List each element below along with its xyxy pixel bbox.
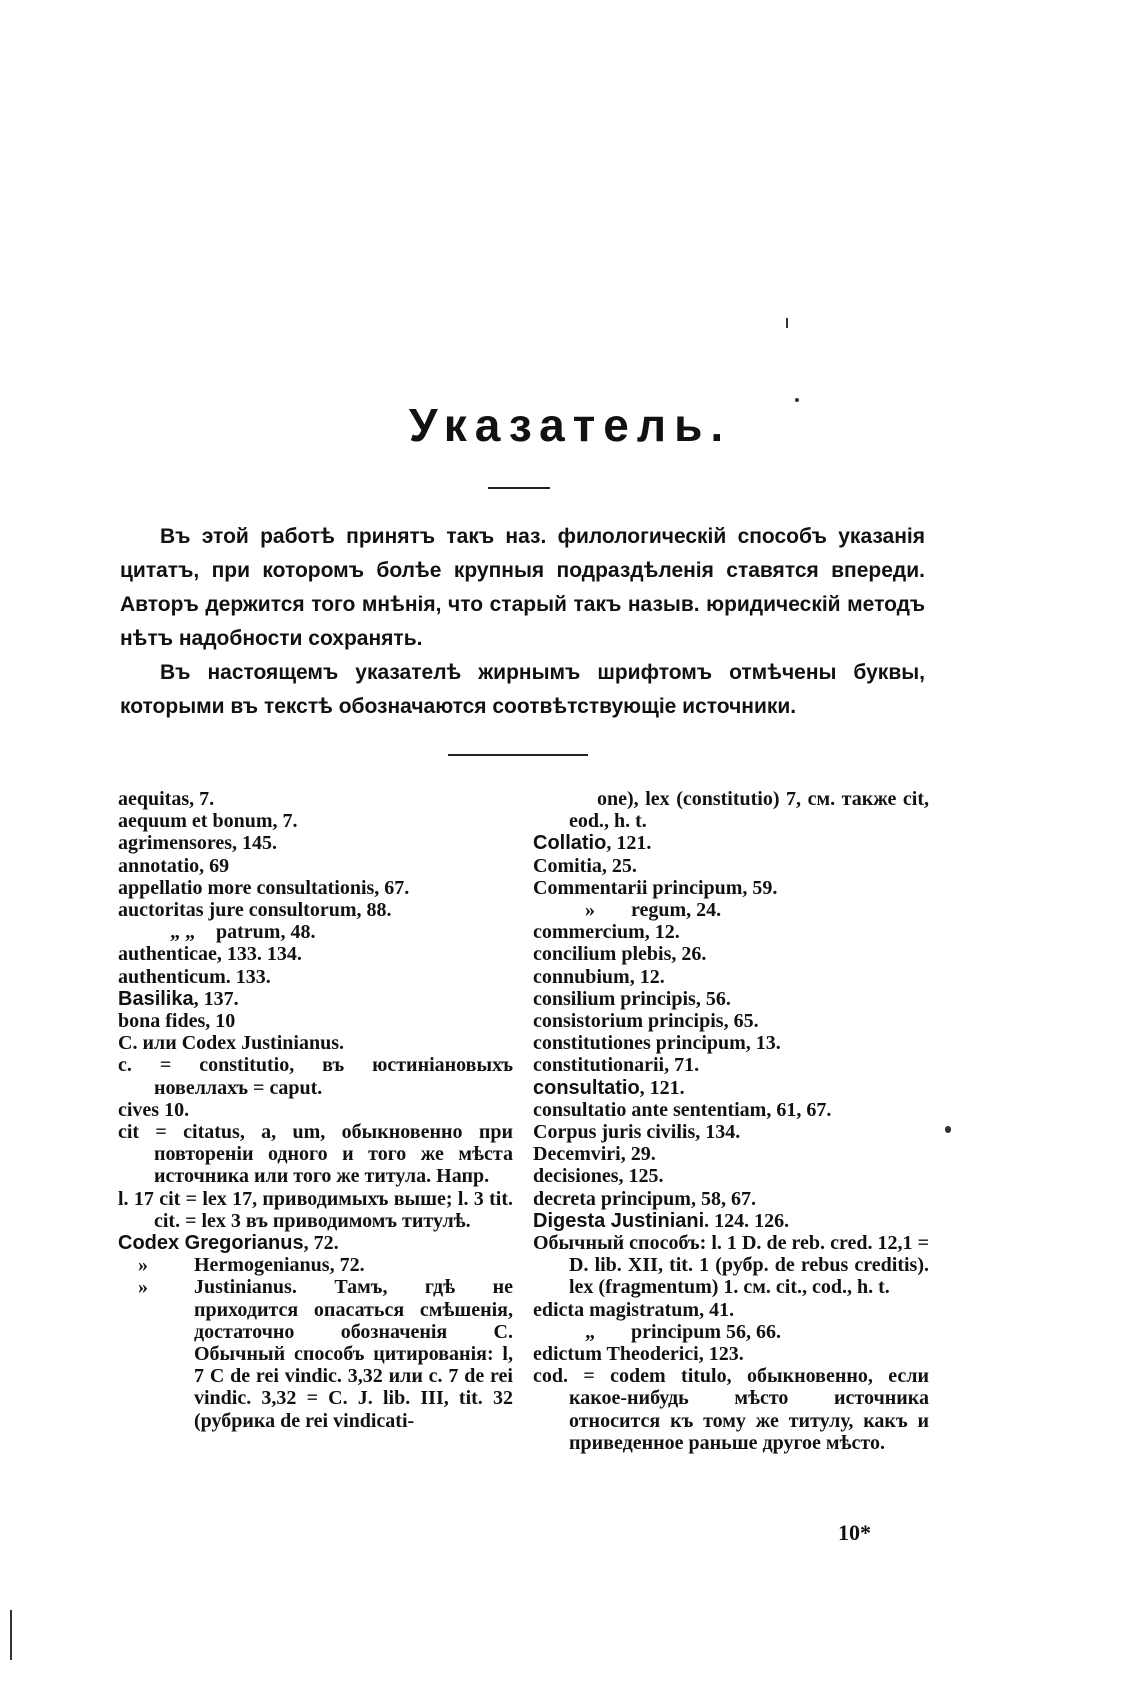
page-number: 10* <box>838 1520 871 1545</box>
index-entry: c. = constitutio, въ юстиніановыхъ новеллахъ = caput. <box>118 1054 513 1099</box>
index-entry <box>118 1254 513 1276</box>
index-entry: edicta magistratum, 41. <box>533 1298 735 1321</box>
scan-speck <box>786 318 788 328</box>
scan-mark <box>10 1610 12 1660</box>
index-entry-text: patrum, 48. <box>216 921 316 944</box>
index-left-column <box>118 788 513 1432</box>
index-entry-continuation: one), lex (constitutio) 7, см. также cit, eod., h. t. <box>569 788 929 833</box>
ditto-mark: » <box>138 1276 148 1299</box>
index-entry-text: , 72. <box>329 1254 365 1277</box>
index-entry-text: , 121. <box>606 832 652 855</box>
source-bold-term: Hermogenianus <box>194 1254 330 1277</box>
ditto-mark: » <box>585 899 595 922</box>
index-entry: appellatio more consultationis, 67. <box>118 876 410 899</box>
index-entry <box>118 988 513 1010</box>
index-entry <box>118 1232 513 1254</box>
index-entry <box>533 1077 929 1099</box>
index-entry: C. или Codex Justinianus. <box>118 1032 344 1055</box>
page-title: Указатель. <box>408 399 732 451</box>
index-entry <box>118 921 513 943</box>
index-entry-text: . Тамъ, гдѣ не приходится опасаться смѣшенія, достаточно обозначенія C. Обычный способъ цитированія: l, 7 C de rei vindic. 3,32 или c. 7 de rei vindic. 3,32 = C. J. lib. III, tit. 32 (рубрика de rei vindicati- <box>194 1276 513 1432</box>
source-bold-term: Digesta Justiniani <box>533 1209 705 1232</box>
title-divider <box>488 487 550 489</box>
source-bold-term: Codex Gregorianus <box>118 1232 304 1255</box>
index-entry: authenticae, 133. 134. <box>118 943 302 966</box>
index-entry: Commentarii principum, 59. <box>533 876 778 899</box>
ditto-mark: „ „ <box>170 921 195 944</box>
source-bold-term: Collatio <box>533 832 607 855</box>
index-entry: constitutiones principum, 13. <box>533 1032 781 1055</box>
section-divider <box>448 754 588 756</box>
index-right-column <box>533 788 929 1454</box>
index-entry <box>533 1321 929 1343</box>
index-entry: auctoritas jure consultorum, 88. <box>118 899 392 922</box>
source-bold-term: Justinianus <box>194 1276 292 1299</box>
index-entry <box>533 832 929 854</box>
index-entry: edictum Theoderici, 123. <box>533 1343 744 1366</box>
index-entry-text: regum, 24. <box>631 899 722 922</box>
source-bold-term: Basilika <box>118 987 194 1010</box>
index-entry-text: principum 56, 66. <box>631 1320 782 1343</box>
index-entry: Decemviri, 29. <box>533 1143 656 1166</box>
index-entry: decisiones, 125. <box>533 1165 664 1188</box>
scan-speck <box>795 398 799 402</box>
index-entry-text: , 121. <box>639 1076 685 1099</box>
index-entry <box>118 1276 513 1431</box>
index-entry-text: , 137. <box>193 987 239 1010</box>
index-entry: agrimensores, 145. <box>118 832 278 855</box>
index-entry: consistorium principis, 65. <box>533 1010 759 1033</box>
index-entry: decreta principum, 58, 67. <box>533 1187 756 1210</box>
index-entry: cit = citatus, a, um, обыкновенно при повтореніи одного и того же мѣста источника или того же титула. Напр. <box>118 1121 513 1188</box>
index-entry: connubium, 12. <box>533 965 665 988</box>
index-entry: concilium plebis, 26. <box>533 943 707 966</box>
index-entry: authenticum. 133. <box>118 965 271 988</box>
index-entry: annotatio, 69 <box>118 854 230 877</box>
index-entry: cives 10. <box>118 1098 190 1121</box>
index-entry: l. 17 cit = lex 17, приводимыхъ выше; l. 3 tit. cit. = lex 3 въ приводимомъ титулѣ. <box>118 1187 513 1232</box>
index-entry: Обычный способъ: l. 1 D. de reb. cred. 12,1 = D. lib. XII, tit. 1 (рубр. de rebus creditis). lex (fragmentum) 1. см. cit., cod., h. t. <box>533 1232 929 1299</box>
index-entry: Corpus juris civilis, 134. <box>533 1121 741 1144</box>
ditto-mark: » <box>138 1254 148 1277</box>
intro-paragraph-2: Въ настоящемъ указателѣ жирнымъ шрифтомъ отмѣчены буквы, которыми въ текстѣ обозначаются соотвѣтствующіе источники. <box>120 661 925 718</box>
index-entry: aequum et bonum, 7. <box>118 810 298 833</box>
intro-paragraph-1: Въ этой работѣ принятъ такъ наз. филологическій способъ указанія цитатъ, при которомъ болѣе крупныя подраздѣленія ставятся впереди. Авторъ держится того мнѣнія, что старый такъ назыв. юридическій методъ нѣтъ надобности сохранять. <box>120 525 925 650</box>
source-bold-term: consultatio <box>533 1076 640 1099</box>
scan-speck <box>945 1126 951 1133</box>
index-entry: constitutionarii, 71. <box>533 1054 700 1077</box>
index-entry <box>533 1210 929 1232</box>
intro-text <box>120 520 925 724</box>
index-entry <box>533 899 929 921</box>
index-entry: cod. = codem titulo, обыкновенно, если какое-нибудь мѣсто источника относится къ тому же титулу, какъ и приведенное раньше другое мѣсто. <box>533 1365 929 1454</box>
index-entry-text: , 72. <box>303 1232 339 1255</box>
index-entry: consilium principis, 56. <box>533 987 731 1010</box>
index-entry-text: . 124. 126. <box>704 1209 790 1232</box>
index-entry: Comitia, 25. <box>533 854 637 877</box>
index-entry: consultatio ante sententiam, 61, 67. <box>533 1098 832 1121</box>
index-entry: bona fides, 10 <box>118 1010 236 1033</box>
ditto-mark: „ <box>585 1320 595 1343</box>
index-entry: commercium, 12. <box>533 921 680 944</box>
index-entry: aequitas, 7. <box>118 788 215 810</box>
